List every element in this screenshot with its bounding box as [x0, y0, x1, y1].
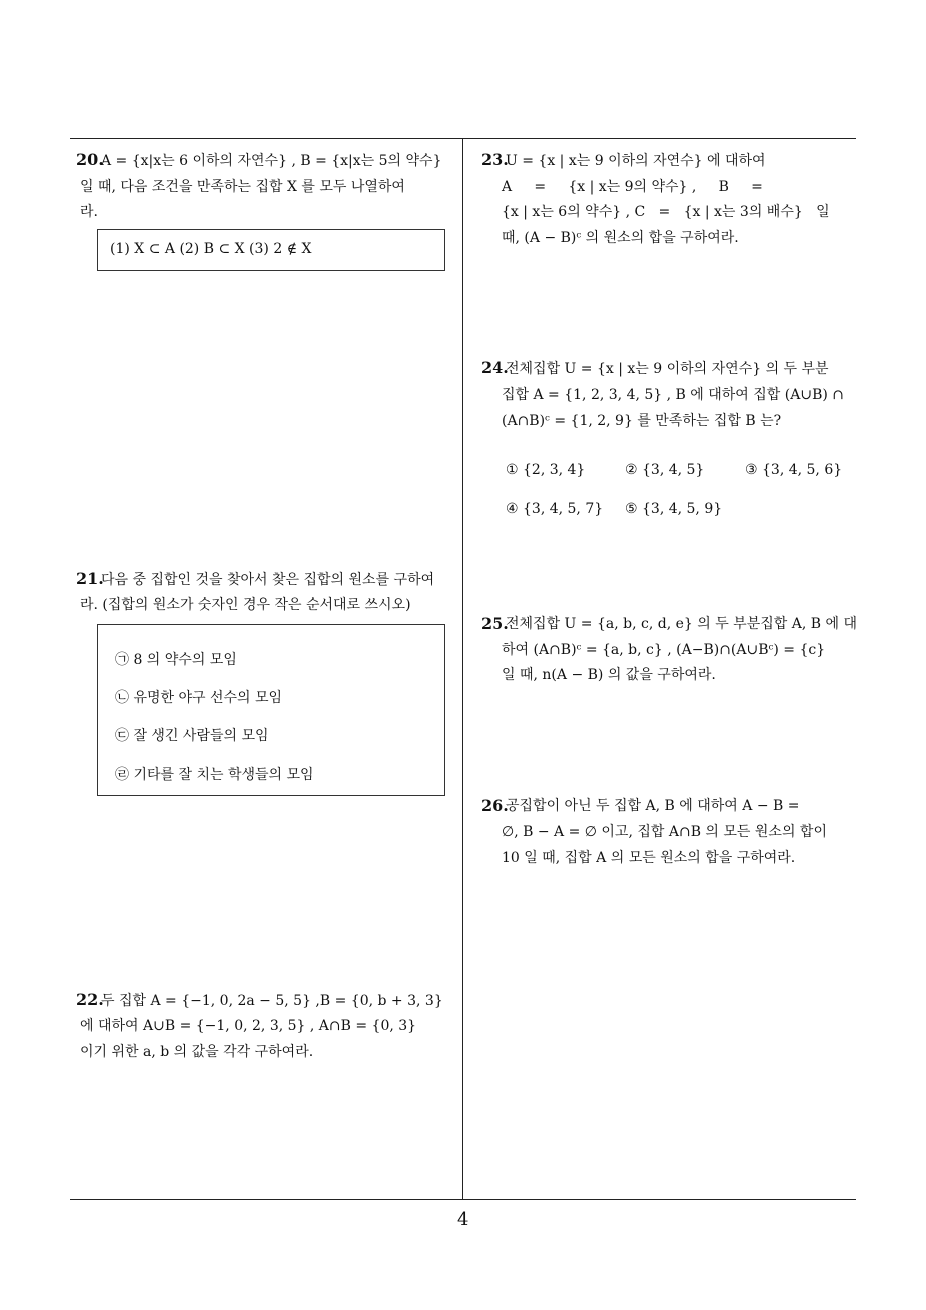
- answer-choice-3[interactable]: ③ {3, 4, 5, 6}: [745, 462, 843, 478]
- question-number: 22.: [76, 990, 104, 1009]
- question-number: 25.: [481, 614, 509, 633]
- question-text-line: A = {x|x는 6 이하의 자연수} , B = {x|x는 5의 약수}: [101, 153, 442, 169]
- question-text-line: 공집합이 아닌 두 집합 A, B 에 대하여 A − B =: [506, 798, 800, 814]
- question-text-line: 에 대하여 A∪B = {−1, 0, 2, 3, 5} , A∩B = {0, 3}: [80, 1018, 417, 1034]
- list-item: ㉠ 8 의 약수의 모임: [115, 652, 237, 668]
- answer-choice-1[interactable]: ① {2, 3, 4}: [506, 462, 586, 478]
- answer-choice-5[interactable]: ⑤ {3, 4, 5, 9}: [625, 501, 723, 517]
- question-number: 20.: [76, 150, 104, 169]
- question-text-line: 라.: [80, 204, 98, 220]
- question-text-line: 때, (A − B)ᶜ 의 원소의 합을 구하여라.: [502, 230, 739, 246]
- condition-box: [97, 229, 445, 271]
- items-box: [97, 624, 445, 796]
- question-number: 23.: [481, 150, 509, 169]
- question-text-line: (A∩B)ᶜ = {1, 2, 9} 를 만족하는 집합 B 는?: [502, 413, 782, 429]
- answer-choice-2[interactable]: ② {3, 4, 5}: [625, 462, 705, 478]
- question-text-line: 10 일 때, 집합 A 의 모든 원소의 합을 구하여라.: [502, 850, 796, 866]
- question-text-line: {x | x는 6의 약수} , C = {x | x는 3의 배수} 일: [502, 204, 830, 220]
- question-text-line: U = {x | x는 9 이하의 자연수} 에 대하여: [506, 153, 766, 169]
- question-text-line: 하여 (A∩B)ᶜ = {a, b, c} , (A−B)∩(A∪Bᶜ) = {c}: [502, 642, 826, 658]
- list-item: ㉢ 잘 생긴 사람들의 모임: [115, 728, 269, 744]
- column-divider: [462, 138, 463, 1200]
- list-item: ㉡ 유명한 야구 선수의 모임: [115, 690, 283, 706]
- question-text-line: 전체집합 U = {x | x는 9 이하의 자연수} 의 두 부분: [506, 361, 829, 377]
- question-text-line: 라. (집합의 원소가 숫자인 경우 작은 순서대로 쓰시오): [80, 597, 411, 613]
- question-text-line: 이기 위한 a, b 의 값을 각각 구하여라.: [80, 1044, 314, 1060]
- question-text-line: 일 때, n(A − B) 의 값을 구하여라.: [502, 667, 716, 683]
- top-rule: [70, 138, 856, 139]
- question-number: 24.: [481, 358, 509, 377]
- question-text-line: 다음 중 집합인 것을 찾아서 찾은 집합의 원소를 구하여: [101, 572, 435, 588]
- question-text-line: A = {x | x는 9의 약수} , B =: [502, 179, 763, 195]
- question-text-line: 일 때, 다음 조건을 만족하는 집합 X 를 모두 나열하여: [80, 179, 405, 195]
- answer-choice-4[interactable]: ④ {3, 4, 5, 7}: [506, 501, 604, 517]
- question-text-line: 두 집합 A = {−1, 0, 2a − 5, 5} ,B = {0, b + 3, 3}: [101, 993, 443, 1009]
- question-text-line: 전체집합 U = {a, b, c, d, e} 의 두 부분집합 A, B 에 대: [506, 616, 857, 632]
- question-number: 26.: [481, 796, 509, 815]
- question-text-line: ∅, B − A = ∅ 이고, 집합 A∩B 의 모든 원소의 합이: [502, 824, 827, 840]
- condition-text: (1) X ⊂ A (2) B ⊂ X (3) 2 ∉ X: [110, 241, 312, 257]
- page-number: 4: [457, 1209, 469, 1230]
- list-item: ㉣ 기타를 잘 치는 학생들의 모임: [115, 767, 314, 783]
- bottom-rule: [70, 1199, 856, 1200]
- question-text-line: 집합 A = {1, 2, 3, 4, 5} , B 에 대하여 집합 (A∪B) ∩: [502, 387, 845, 403]
- question-number: 21.: [76, 569, 104, 588]
